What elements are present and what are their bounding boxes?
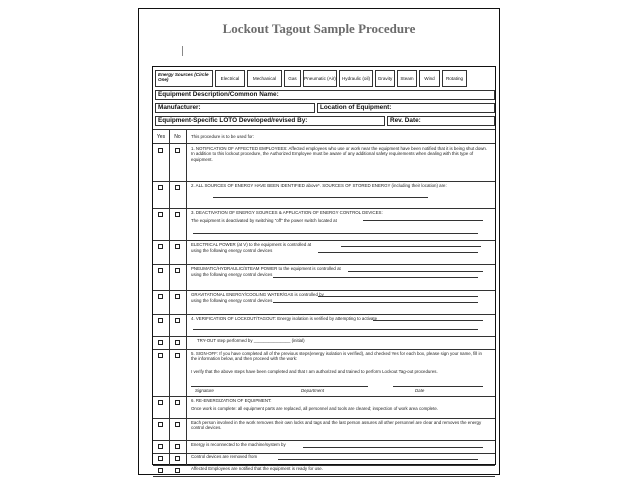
page-title: Lockout Tagout Sample Procedure <box>222 21 416 36</box>
row-text: Energy is reconnected to the machine/system by <box>191 442 286 447</box>
yes-checkbox[interactable] <box>158 468 163 473</box>
checklist-row <box>153 182 495 207</box>
procedure-intro: This procedure is to be used for: <box>191 134 254 139</box>
row-subtext: I verify that the above steps have been completed and that I am authorized and trained to perform Lockout Tag-out procedures. <box>191 369 438 374</box>
energy-source-pneumatic-air[interactable]: Pneumatic (Air) <box>303 70 337 87</box>
date-label: Date <box>415 388 425 393</box>
energy-source-gravity[interactable]: Gravity <box>375 70 395 87</box>
location-label: Location of Equipment: <box>320 104 392 111</box>
header-separator <box>153 143 495 144</box>
no-checkbox[interactable] <box>175 422 180 427</box>
row-text: 1. NOTIFICATION OF AFFECTED EMPLOYEES: Affected employees who use or work near the equipment have been notified that it is being shut down. In addition to this lockout procedure, the Authorized Employee must be aware of any additional safety requirements when dealing with this type of equipment. <box>191 146 488 162</box>
no-checkbox[interactable] <box>175 444 180 449</box>
row-text: ELECTRICAL POWER (at V) to the equipment is controlled at <box>191 242 312 247</box>
text-cursor <box>182 46 183 56</box>
yes-checkbox[interactable] <box>158 444 163 449</box>
yes-checkbox[interactable] <box>158 422 163 427</box>
no-column-header: No <box>174 133 181 140</box>
fill-in-line[interactable] <box>278 459 478 460</box>
row-separator <box>153 476 495 477</box>
checklist-row <box>153 337 495 348</box>
checklist-row <box>153 265 495 289</box>
no-checkbox[interactable] <box>175 148 180 153</box>
no-checkbox[interactable] <box>175 294 180 299</box>
fill-in-line[interactable] <box>303 447 483 448</box>
fill-in-line[interactable] <box>273 277 478 278</box>
yes-checkbox[interactable] <box>158 456 163 461</box>
no-checkbox[interactable] <box>175 456 180 461</box>
checklist-table <box>153 129 495 471</box>
yes-checkbox[interactable] <box>158 268 163 273</box>
checklist-row <box>153 291 495 313</box>
row-subtext: Once work is complete: all equipment parts are replaced, all personnel and tools are cleared; inspection of work area complete. <box>191 406 438 411</box>
equipment-description-field[interactable] <box>155 90 495 100</box>
fill-in-line[interactable] <box>318 296 478 297</box>
row-text: 3. DEACTIVATION OF ENERGY SOURCES & APPLICATION OF ENERGY CONTROL DEVICES: <box>191 210 383 215</box>
row-subtext: using the following energy control devices <box>191 298 273 303</box>
row-text: 6. RE-ENERGIZATION OF EQUIPMENT: <box>191 398 272 403</box>
rev-date-label: Rev. Date: <box>390 117 421 124</box>
location-field[interactable] <box>317 103 495 113</box>
procedure-sheet <box>138 8 500 475</box>
fill-in-line[interactable] <box>348 271 483 272</box>
checklist-row <box>153 145 495 180</box>
no-checkbox[interactable] <box>175 185 180 190</box>
no-checkbox[interactable] <box>175 318 180 323</box>
energy-sources-header: Energy Sources (Circle One) <box>155 70 213 87</box>
yes-checkbox[interactable] <box>158 318 163 323</box>
checklist-row <box>153 453 495 464</box>
checklist-row <box>153 241 495 263</box>
yes-checkbox[interactable] <box>158 340 163 345</box>
row-text: 2. ALL SOURCES OF ENERGY HAVE BEEN IDENTIFIED above*. SOURCES OF STORED ENERGY (including their location) are: <box>191 183 447 188</box>
no-checkbox[interactable] <box>175 268 180 273</box>
checklist-row <box>153 397 495 417</box>
signature-label: Signature <box>195 388 214 393</box>
row-text: PNEUMATIC/HYDRAULIC/STEAM POWER to the equipment is controlled at <box>191 266 341 271</box>
row-text: 5. SIGN-OFF: If you have completed all of the previous steps(energy isolation is verified), and checked Yes for each box, please sign your name, fill in the information below, and then proceed with the work: <box>191 351 482 362</box>
checklist-row <box>153 465 495 475</box>
no-checkbox[interactable] <box>175 244 180 249</box>
energy-source-hydraulic-oil[interactable]: Hydraulic (oil) <box>339 70 373 87</box>
fill-in-line[interactable] <box>373 320 483 321</box>
checklist-row <box>153 419 495 439</box>
no-checkbox[interactable] <box>175 353 180 358</box>
equipment-description-label: Equipment Description/Common Name: <box>158 91 279 98</box>
form-frame <box>152 66 496 471</box>
checklist-row <box>153 315 495 335</box>
checklist-row <box>153 209 495 239</box>
developed-by-label: Equipment-Specific LOTO Developed/revised By: <box>158 117 308 124</box>
energy-source-steam[interactable]: Steam <box>397 70 417 87</box>
fill-in-line[interactable] <box>273 386 368 387</box>
fill-in-line[interactable] <box>393 386 483 387</box>
yes-checkbox[interactable] <box>158 212 163 217</box>
row-text: TRY-OUT step performed by _______________ (initial) <box>197 338 305 343</box>
yes-checkbox[interactable] <box>158 400 163 405</box>
yes-checkbox[interactable] <box>158 185 163 190</box>
fill-in-line[interactable] <box>213 197 428 198</box>
checklist-row <box>153 350 495 395</box>
row-text: 4. VERIFICATION OF LOCKOUT/TAGOUT: Energy isolation is verified by attempting to activate <box>191 316 378 321</box>
yes-checkbox[interactable] <box>158 148 163 153</box>
row-text: Affected Employees are notified that the equipment is ready for use. <box>191 466 323 471</box>
no-checkbox[interactable] <box>175 400 180 405</box>
fill-in-line[interactable] <box>273 302 478 303</box>
fill-in-line[interactable] <box>191 386 276 387</box>
row-subtext: The equipment is deactivated by switching "off" the power switch located at <box>191 218 337 223</box>
energy-source-rotating[interactable]: Rotating <box>442 70 467 87</box>
row-text: Control devices are removed from <box>191 454 258 459</box>
rev-date-field[interactable] <box>387 116 495 126</box>
checklist-row <box>153 441 495 452</box>
energy-source-electrical[interactable]: Electrical <box>215 70 245 87</box>
yes-checkbox[interactable] <box>158 353 163 358</box>
yes-column-header: Yes <box>156 133 166 140</box>
row-subtext: using the following energy control devices <box>191 272 273 277</box>
no-checkbox[interactable] <box>175 340 180 345</box>
department-label: Department <box>301 388 324 393</box>
fill-in-line[interactable] <box>318 252 478 253</box>
energy-source-wind[interactable]: Wind <box>419 70 440 87</box>
energy-source-mechanical[interactable]: Mechanical <box>247 70 282 87</box>
fill-in-line[interactable] <box>363 220 483 221</box>
row-text: Each person involved in the work removes their own locks and tags and the last person assures all other personnel are clear and removes the energy control devices. <box>191 420 482 431</box>
fill-in-line[interactable] <box>341 246 481 247</box>
energy-source-gas[interactable]: Gas <box>284 70 301 87</box>
manufacturer-label: Manufacturer: <box>158 104 201 111</box>
yes-checkbox[interactable] <box>158 244 163 249</box>
no-checkbox[interactable] <box>175 212 180 217</box>
no-checkbox[interactable] <box>175 468 180 473</box>
manufacturer-field[interactable] <box>155 103 315 113</box>
developed-by-field[interactable] <box>155 116 385 126</box>
row-text: GRAVITATIONAL ENERGY/COOLING WATER/GAS is controlled by <box>191 292 324 297</box>
fill-in-line[interactable] <box>193 233 478 234</box>
yes-checkbox[interactable] <box>158 294 163 299</box>
row-subtext: using the following energy control devices <box>191 248 273 253</box>
fill-in-line[interactable] <box>193 329 478 330</box>
